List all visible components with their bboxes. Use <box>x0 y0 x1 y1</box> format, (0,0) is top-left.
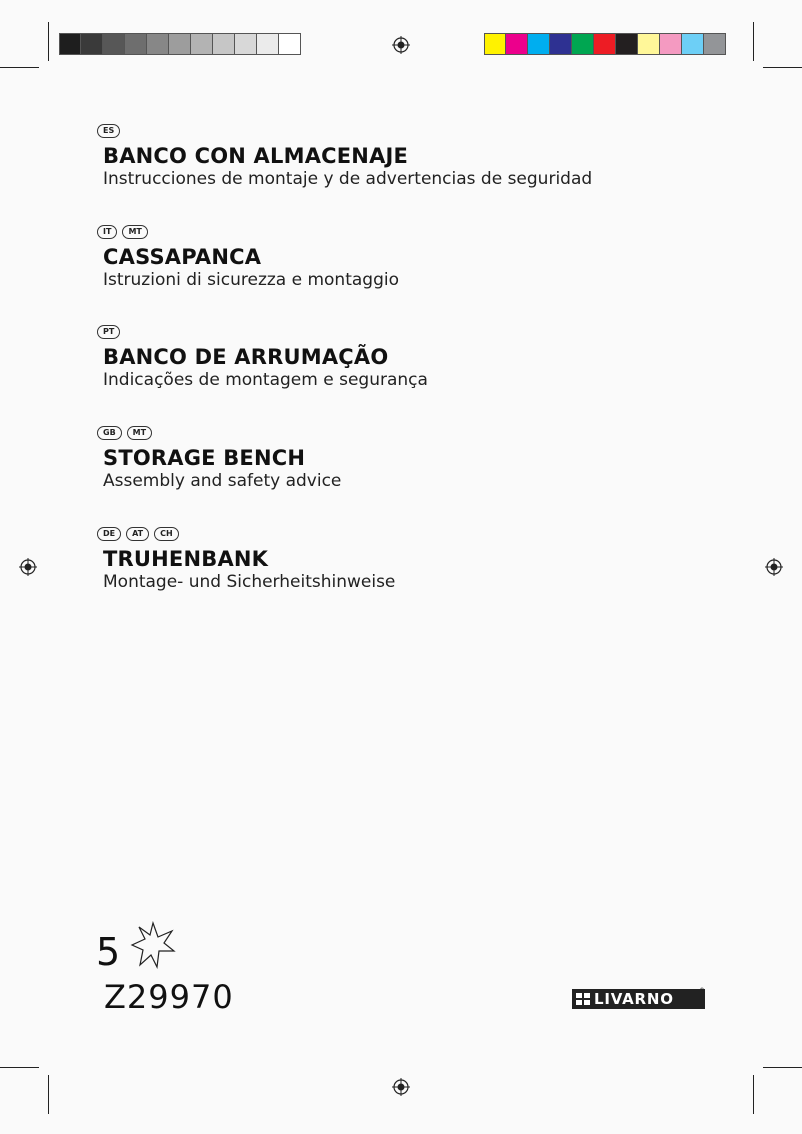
country-badge: PT <box>97 325 120 339</box>
country-badges <box>97 527 395 541</box>
color-swatch <box>147 33 169 55</box>
registration-target-icon <box>392 36 410 54</box>
color-swatch <box>638 33 660 55</box>
color-swatch <box>191 33 213 55</box>
country-badges <box>97 124 592 138</box>
brand-logo <box>572 989 705 1009</box>
country-badge: AT <box>126 527 149 541</box>
registration-target-icon <box>19 558 37 576</box>
color-swatch <box>506 33 528 55</box>
color-swatch <box>81 33 103 55</box>
color-swatch <box>572 33 594 55</box>
color-swatch <box>169 33 191 55</box>
brand-name: LIVARNO <box>594 990 674 1008</box>
color-swatch <box>550 33 572 55</box>
color-swatch <box>125 33 147 55</box>
language-section <box>97 124 592 190</box>
color-swatch <box>235 33 257 55</box>
color-swatch <box>616 33 638 55</box>
country-badge: MT <box>122 225 147 239</box>
country-badge: DE <box>97 527 121 541</box>
language-section <box>97 325 428 391</box>
registration-target-icon <box>765 558 783 576</box>
color-swatch <box>594 33 616 55</box>
country-badge: MT <box>127 426 152 440</box>
country-badge: ES <box>97 124 120 138</box>
country-badges <box>97 426 341 440</box>
product-title: BANCO CON ALMACENAJE <box>103 144 409 168</box>
product-subtitle: Montage- und Sicherheitshinweise <box>103 572 396 592</box>
color-swatch <box>484 33 506 55</box>
language-section <box>97 426 341 492</box>
country-badge: IT <box>97 225 117 239</box>
color-swatch <box>528 33 550 55</box>
product-title: TRUHENBANK <box>103 547 269 571</box>
model-number: Z29970 <box>104 978 234 1016</box>
color-swatch <box>59 33 81 55</box>
process-color-bar <box>484 33 726 57</box>
color-swatch <box>257 33 279 55</box>
color-swatch <box>279 33 301 55</box>
product-title: BANCO DE ARRUMAÇÃO <box>103 345 389 369</box>
product-title: CASSAPANCA <box>103 245 262 269</box>
country-badges <box>97 225 399 239</box>
product-subtitle: Assembly and safety advice <box>103 471 342 491</box>
product-subtitle: Instrucciones de montaje y de advertencias de seguridad <box>103 169 593 189</box>
color-swatch <box>660 33 682 55</box>
country-badge: CH <box>154 527 179 541</box>
color-swatch <box>704 33 726 55</box>
color-swatch <box>682 33 704 55</box>
gray-color-bar <box>59 33 301 57</box>
warranty-years: 5 <box>96 930 121 974</box>
registration-target-icon <box>392 1078 410 1096</box>
product-subtitle: Indicações de montagem e segurança <box>103 370 428 390</box>
product-title: STORAGE BENCH <box>103 446 306 470</box>
color-swatch <box>103 33 125 55</box>
language-section <box>97 527 395 593</box>
color-swatch <box>213 33 235 55</box>
star-burst-icon <box>130 921 176 969</box>
country-badge: GB <box>97 426 122 440</box>
product-subtitle: Istruzioni di sicurezza e montaggio <box>103 270 399 290</box>
country-badges <box>97 325 428 339</box>
registered-mark: ® <box>699 987 705 994</box>
language-section <box>97 225 399 291</box>
brand-logo-mark <box>576 993 590 1005</box>
